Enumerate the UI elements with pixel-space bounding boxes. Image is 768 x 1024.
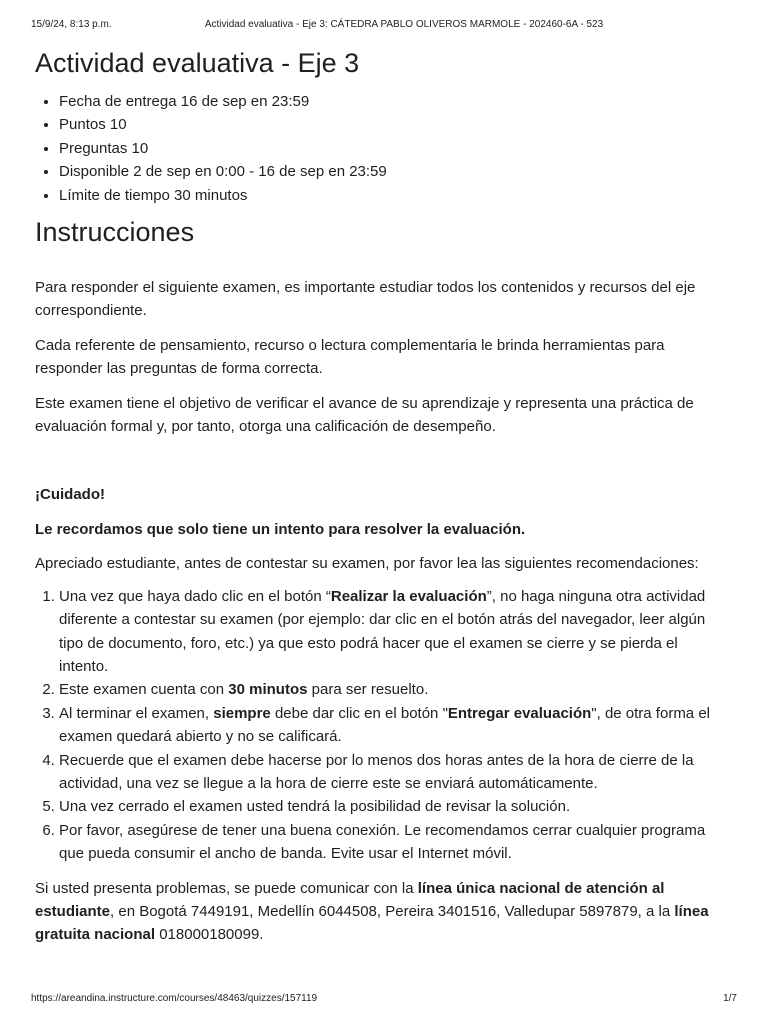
quiz-detail-due-date: • Fecha de entrega 16 de sep en 23:59: [59, 90, 725, 113]
contact-emphasis: línea gratuita nacional: [35, 902, 709, 944]
quiz-title: Actividad evaluativa - Eje 3: [35, 48, 360, 78]
recommendation-item: 6. Por favor, asegúrese de tener una buena conexión. Le recomendamos cerrar cualquier programa que pueda consumir el ancho de banda. Evite usar el Internet móvil.: [59, 819, 725, 866]
recommendation-text: ”, no haga ninguna otra actividad diferente a contestar su examen (por ejemplo: dar clic en el botón atrás del navegador, leer algún tipo de documento, foro, etc.) ya que esto podrá hacer que el examen se cierre y se pierda el intento.: [59, 587, 706, 675]
recommendation-item: 4. Recuerde que el examen debe hacerse por lo menos dos horas antes de la hora de cierre de la actividad, una vez se llegue a la hora de cierre este se enviará automáticamente.: [59, 749, 725, 796]
quiz-detail-time-limit: • Límite de tiempo 30 minutos: [59, 184, 725, 207]
contact-text: , en Bogotá 7449191, Medellín 6044508, Pereira 3401516, Valledupar 5897879, a la: [110, 902, 675, 920]
print-url: https://areandina.instructure.com/courses/48463/quizzes/157119: [31, 993, 318, 1004]
contact-emphasis: línea única nacional de atención al estudiante: [35, 879, 665, 920]
quiz-detail-questions: • Preguntas 10: [59, 137, 725, 160]
print-page-number: 1/7: [723, 993, 737, 1004]
instructions-paragraph: Cada referente de pensamiento, recurso o lectura complementaria le brinda herramientas para responder las preguntas de forma correcta.: [35, 336, 665, 378]
recommendation-emphasis: Realizar la evaluación: [330, 587, 487, 605]
quiz-details-list: [35, 90, 725, 207]
quiz-content: [35, 46, 725, 947]
recommendation-emphasis: 30 minutos: [228, 681, 308, 699]
contact-text: 018000180099.: [155, 926, 264, 944]
recommendation-item: 5. Una vez cerrado el examen usted tendrá la posibilidad de revisar la solución.: [59, 795, 725, 818]
quiz-detail-points: • Puntos 10: [59, 113, 725, 136]
instructions-paragraph: Este examen tiene el objetivo de verificar el avance de su aprendizaje y representa una práctica de evaluación formal y, por tanto, otorga una calificación de desempeño.: [35, 394, 694, 436]
print-page-title: Actividad evaluativa - Eje 3: CÁTEDRA PABLO OLIVEROS MARMOLE - 202460-6A - 523: [204, 19, 604, 30]
quiz-detail-availability: • Disponible 2 de sep en 0:00 - 16 de sep en 23:59: [59, 160, 725, 183]
print-header: [31, 19, 737, 33]
recommendation-item: [59, 702, 725, 749]
recommendation-emphasis: siempre: [213, 704, 271, 722]
contact-text: Si usted presenta problemas, se puede comunicar con la: [35, 879, 418, 897]
recommendation-text: para ser resuelto.: [307, 681, 429, 699]
contact-paragraph: [35, 877, 725, 947]
instructions-paragraph: Para responder el siguiente examen, es importante estudiar todos los contenidos y recursos del eje correspondiente.: [35, 279, 696, 320]
recommendation-text: Una vez que haya dado clic en el botón “: [59, 587, 331, 605]
warning-text: ¡Cuidado!: [35, 486, 105, 504]
recommendation-item: [59, 678, 725, 701]
recommendation-text: ", de otra forma el examen quedará abierto y no se calificará.: [59, 704, 710, 746]
print-datetime: 15/9/24, 8:13 p.m.: [31, 19, 112, 30]
recommendation-text: Este examen cuenta con: [59, 681, 229, 699]
recommendations-intro: Apreciado estudiante, antes de contestar su examen, por favor lea las siguientes recomendaciones:: [35, 555, 699, 573]
recommendation-item: [59, 585, 725, 679]
recommendation-text: Al terminar el examen,: [59, 704, 214, 722]
single-attempt-reminder: Le recordamos que solo tiene un intento para resolver la evaluación.: [35, 520, 526, 538]
recommendation-text: debe dar clic en el botón ": [270, 704, 448, 722]
recommendations-list: [35, 585, 725, 866]
instructions-heading: Instrucciones: [35, 217, 195, 248]
recommendation-emphasis: Entregar evaluación: [447, 704, 592, 722]
